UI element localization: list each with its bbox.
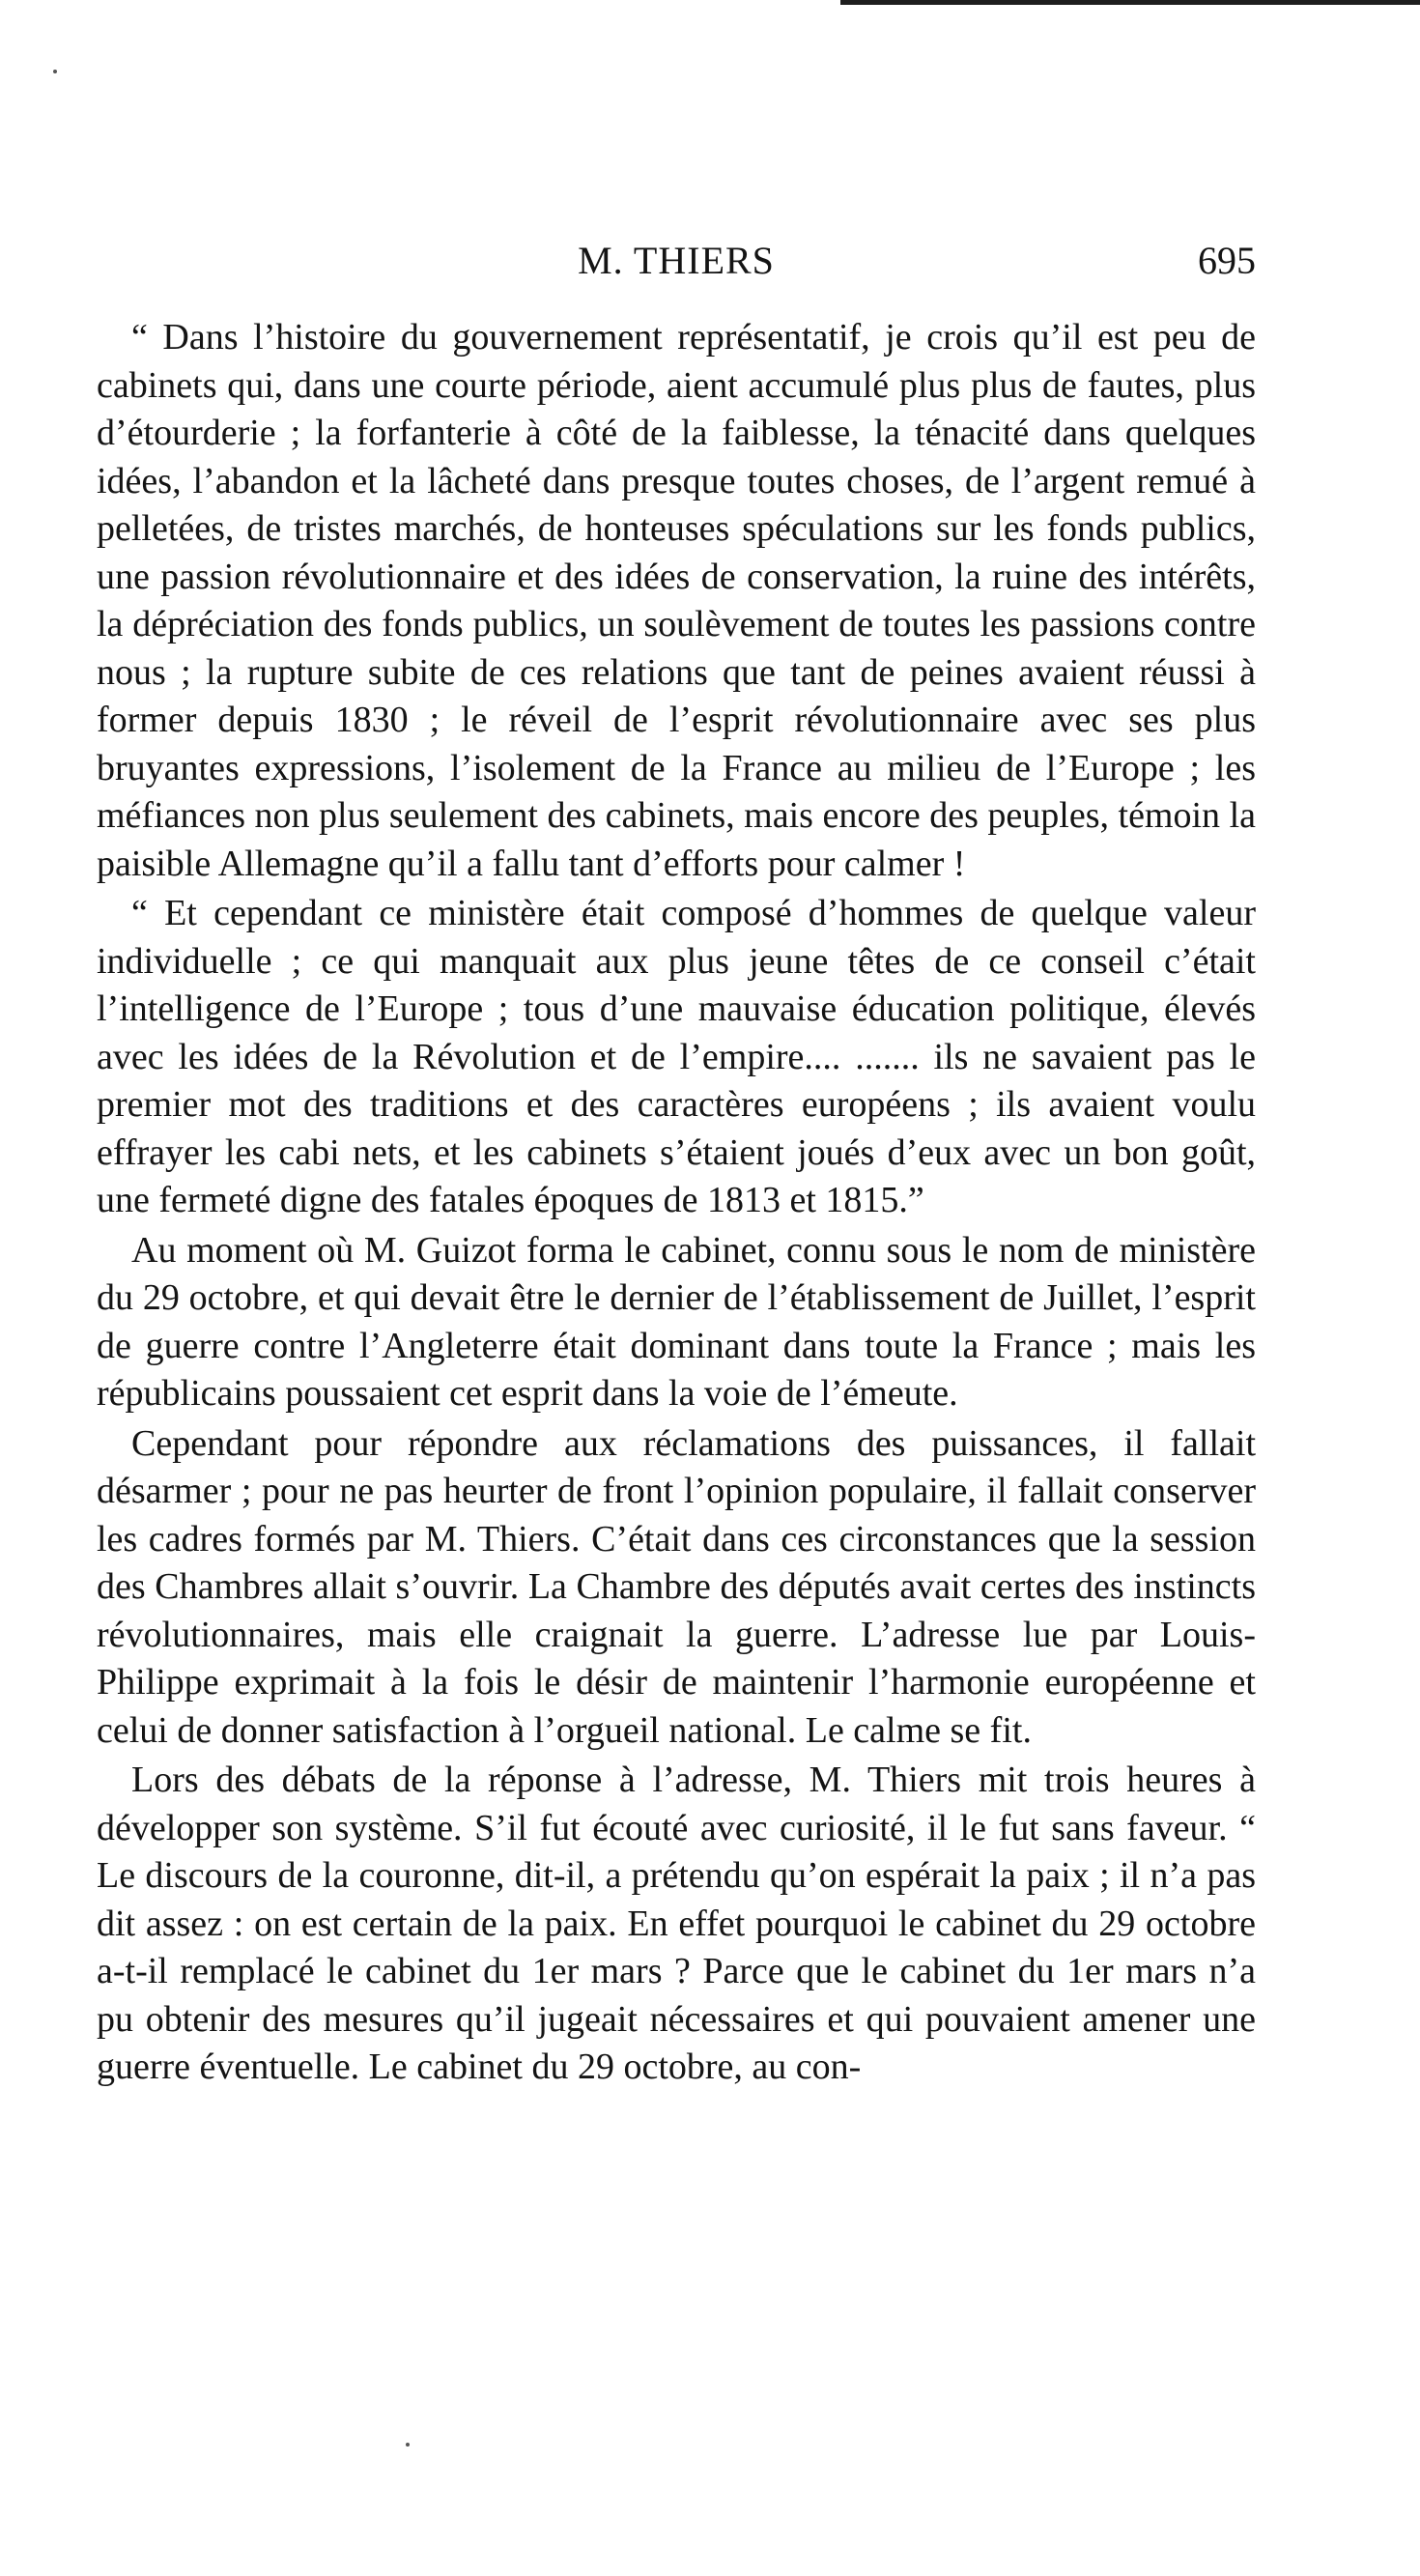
- print-speck: [406, 2443, 410, 2447]
- paragraph-quote-1: “ Dans l’histoire du gouvernement représentatif, je crois qu’il est peu de cabinets qui, dans une courte période, aient accumulé plus plus de fautes, plus d’étourderie ; la forfanterie à côté de la faiblesse, la ténacité dans quelques idées, l’abandon et la lâcheté dans presque toutes choses, de l’argent remué à pelletées, de tristes marchés, de honteuses spéculations sur les fonds publics, une passion révolutionnaire et des idées de conservation, la ruine des intérêts, la dépréciation des fonds publics, un soulèvement de toutes les passions contre nous ; la rupture subite de ces relations que tant de peines avaient réussi à former depuis 1830 ; le réveil de l’esprit révolutionnaire avec ses plus bruyantes expressions, l’isolement de la France au milieu de l’Europe ; les méfiances non plus seulement des cabinets, mais encore des peuples, témoin la paisible Allemagne qu’il a fallu tant d’efforts pour calmer !: [97, 317, 1256, 884]
- top-edge-rule: [840, 0, 1420, 5]
- print-speck: [53, 70, 57, 73]
- paragraph-guizot-cabinet: Au moment où M. Guizot forma le cabinet, connu sous le nom de ministère du 29 octobre, et qui devait être le dernier de l’établissement de Juillet, l’esprit de guerre contre l’Angleterre était dominant dans toute la France ; mais les républicains poussaient cet esprit dans la voie de l’émeute.: [97, 1229, 1256, 1414]
- page-header: [97, 238, 1256, 296]
- running-title: M. THIERS: [578, 239, 775, 282]
- page-number: 695: [1198, 239, 1256, 282]
- paragraph-session: Cependant pour répondre aux réclamations des puissances, il fallait désarmer ; pour ne pas heurter de front l’opinion populaire, il fallait conserver les cadres formés par M. Thiers. C’était dans ces circonstances que la session des Chambres allait s’ouvrir. La Chambre des députés avait certes des instincts révolutionnaires, mais elle craignait la guerre. L’adresse lue par Louis-Philippe exprimait à la fois le désir de maintenir l’harmonie européenne et celui de donner satisfaction à l’orgueil national. Le calme se fit.: [97, 1422, 1256, 1751]
- paragraph-quote-2: “ Et cependant ce ministère était composé d’hommes de quelque valeur individuelle ; ce qui manquait aux plus jeune têtes de ce conseil c’était l’intelligence de l’Europe ; tous d’une mauvaise éducation politique, élevés avec les idées de la Révolution et de l’empire.... ....... ils ne savaient pas le premier mot des traditions et des caractères européens ; ils avaient voulu effrayer les cabi nets, et les cabinets s’étaient joués d’eux avec un bon goût, une fermeté digne des fatales époques de 1813 et 1815.”: [97, 893, 1256, 1220]
- body-text: [97, 314, 1256, 2092]
- paragraph-debate: Lors des débats de la réponse à l’adresse, M. Thiers mit trois heures à développer son système. S’il fut écouté avec curiosité, il le fut sans faveur. “ Le discours de la couronne, dit-il, a prétendu qu’on espérait la paix ; il n’a pas dit assez : on est certain de la paix. En effet pourquoi le cabinet du 29 octobre a-t-il remplacé le cabinet du 1er mars ? Parce que le cabinet du 1er mars n’a pu obtenir des mesures qu’il jugeait nécessaires et qui pouvaient amener une guerre éventuelle. Le cabinet du 29 octobre, au con-: [97, 1760, 1256, 2087]
